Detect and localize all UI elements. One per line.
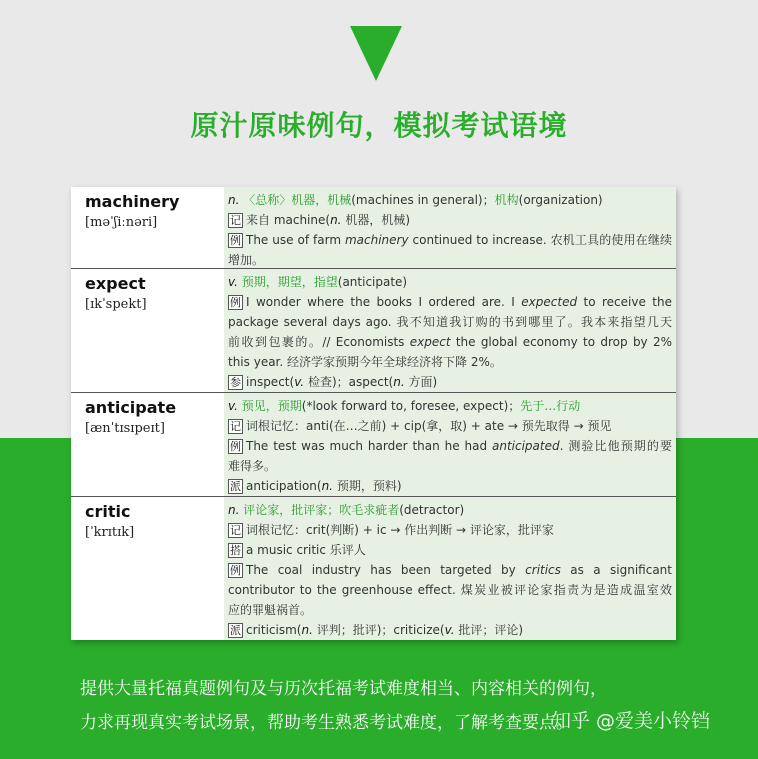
definition-text: 应的罪魁祸首。 (228, 603, 313, 617)
definition-text: continued to increase. 农机工具的使用在继续 (408, 233, 672, 247)
definition-line (228, 250, 672, 270)
definition-text: 前收到包裹的。// Economists (228, 335, 410, 349)
definition-text: anticipation( (246, 479, 322, 493)
definition-line (228, 456, 672, 476)
definition-text: The test was much harder than he had (246, 439, 492, 453)
part-of-speech: v. (294, 375, 305, 389)
definition-line (228, 210, 672, 230)
definition-block (224, 497, 676, 640)
phonetic: [ˈkrɪtɪk] (85, 525, 135, 540)
part-of-speech: n. (228, 193, 240, 207)
definition-line (228, 560, 672, 580)
label-tag: 记 (230, 524, 241, 537)
entry-head (71, 269, 224, 392)
definition-text: 〈总称〉机器，机械 (239, 193, 352, 207)
footer-line-1: 提供大量托福真题例句及与历次托福考试难度相当、内容相关的例句， (80, 679, 607, 699)
definition-text: package several days ago. 我不知道我订购的书到哪里了。我本来指望几天 (228, 315, 672, 329)
phonetic: [ɪkˈspekt] (85, 297, 147, 312)
label-tag: 例 (230, 564, 241, 577)
definition-text: criticism( (246, 623, 302, 637)
definition-text: expected (521, 295, 578, 309)
definition-line (228, 436, 672, 456)
vocabulary-card (71, 187, 676, 640)
definition-line (228, 190, 672, 210)
down-arrow-icon (350, 26, 402, 81)
label-tag: 参 (230, 376, 241, 389)
definition-text: critics (525, 563, 561, 577)
definition-block (224, 269, 676, 392)
part-of-speech: n. (301, 623, 313, 637)
definition-line (228, 620, 672, 640)
definition-text: 评判；批评)；criticize( (312, 623, 445, 637)
part-of-speech: v. (444, 623, 455, 637)
label-tag: 搭 (230, 544, 241, 557)
definition-text: as a significant (560, 563, 672, 577)
part-of-speech: v. (228, 275, 238, 289)
phonetic: [məˈʃiːnəri] (85, 215, 158, 230)
definition-line (228, 372, 672, 392)
definition-text: 词根记忆：anti(在…之前) + cip(拿，取) + ate → 预先取得 → 预见 (246, 419, 612, 433)
definition-text: 先于…行动 (520, 399, 581, 413)
definition-line (228, 292, 672, 312)
footer-line-2: 力求再现真实考试场景，帮助考生熟悉考试难度，了解考查要点。 (80, 713, 573, 733)
definition-text: (detractor) (399, 503, 465, 517)
definition-line (228, 272, 672, 292)
definition-line (228, 540, 672, 560)
definition-text: contributor to the greenhouse effect. 煤炭业被评论家指责为是造成温室效 (228, 583, 672, 597)
definition-text: this year. 经济学家预期今年全球经济将下降 2%。 (228, 355, 502, 369)
definition-line (228, 416, 672, 436)
definition-line (228, 396, 672, 416)
part-of-speech: n. (228, 503, 240, 517)
entry-head (71, 497, 224, 640)
entry-expect (71, 269, 676, 393)
definition-text: (machines in general)； (351, 193, 495, 207)
definition-text: 词根记忆：crit(判断) + ic → 作出判断 → 评论家，批评家 (246, 523, 554, 537)
definition-line (228, 332, 672, 352)
definition-text: anticipated (492, 439, 560, 453)
definition-text: 难得多。 (228, 459, 277, 473)
definition-line (228, 230, 672, 250)
definition-text: 预期，预料) (333, 479, 402, 493)
headline: 原汁原味例句，模拟考试语境 (190, 109, 568, 142)
entry-critic (71, 497, 676, 640)
definition-text: 评论家，批评家；吹毛求疵者 (239, 503, 400, 517)
definition-text: (anticipate) (337, 275, 408, 289)
label-tag: 记 (230, 420, 241, 433)
definition-text: inspect( (246, 375, 295, 389)
definition-text: The use of farm (246, 233, 345, 247)
label-tag: 记 (230, 214, 241, 227)
entry-anticipate (71, 393, 676, 497)
entry-head (71, 393, 224, 496)
definition-text: expect (409, 335, 451, 349)
definition-text: machinery (344, 233, 409, 247)
part-of-speech: n. (393, 375, 405, 389)
definition-line (228, 600, 672, 620)
definition-text: The coal industry has been targeted by (246, 563, 526, 577)
headword: expect (85, 274, 146, 293)
headword: critic (85, 502, 131, 521)
headword: machinery (85, 192, 180, 211)
definition-text: 机器，机械) (341, 213, 410, 227)
definition-line (228, 476, 672, 496)
definition-text: a music critic 乐评人 (246, 543, 366, 557)
part-of-speech: n. (321, 479, 333, 493)
definition-text: 来自 machine( (246, 213, 331, 227)
definition-text: 预见，预期 (237, 399, 302, 413)
phonetic: [ænˈtɪsɪpeɪt] (85, 421, 165, 436)
definition-text: . 测验比他预期的要 (559, 439, 672, 453)
label-tag: 例 (230, 234, 241, 247)
definition-text: 增加。 (228, 253, 265, 267)
definition-line (228, 580, 672, 600)
headword: anticipate (85, 398, 177, 417)
entry-machinery (71, 187, 676, 269)
definition-text: 预期，期望，指望 (237, 275, 338, 289)
definition-text: 批评；评论) (454, 623, 524, 637)
label-tag: 例 (230, 296, 241, 309)
definition-text: I wonder where the books I ordered are. I (246, 295, 522, 309)
label-tag: 派 (230, 480, 241, 493)
definition-line (228, 352, 672, 372)
definition-line (228, 312, 672, 332)
label-tag: 派 (230, 624, 241, 637)
definition-block (224, 393, 676, 496)
definition-text: (*look forward to, foresee, expect)； (301, 399, 521, 413)
definition-text: to receive the (577, 295, 672, 309)
definition-block (224, 187, 676, 268)
definition-text: the global economy to drop by 2% (450, 335, 672, 349)
label-tag: 例 (230, 440, 241, 453)
definition-text: (organization) (518, 193, 603, 207)
definition-line (228, 500, 672, 520)
part-of-speech: v. (228, 399, 238, 413)
definition-text: 方面) (404, 375, 438, 389)
definition-line (228, 520, 672, 540)
entry-head (71, 187, 224, 268)
part-of-speech: n. (330, 213, 342, 227)
definition-text: 机构 (494, 193, 519, 207)
definition-text: 检查)；aspect( (304, 375, 394, 389)
watermark: 知乎 @爱美小铃铛 (552, 710, 711, 732)
